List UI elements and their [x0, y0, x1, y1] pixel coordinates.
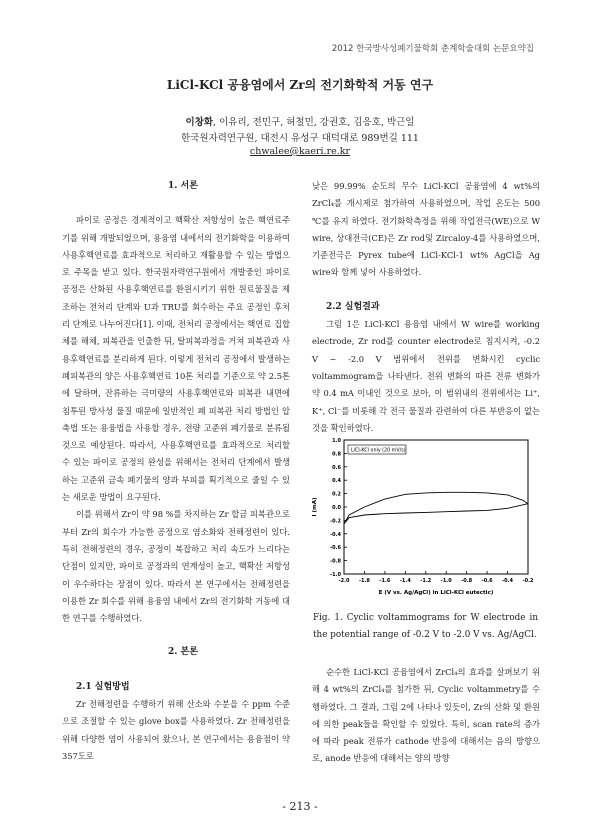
- y-tick-label: 0.8: [332, 451, 341, 458]
- x-tick-label: -2.0: [338, 578, 350, 584]
- paper-title: LiCl-KCl 공융염에서 Zr의 전기화학적 거동 연구: [166, 78, 434, 92]
- x-tick-label: -1.4: [399, 578, 411, 584]
- result-paragraph-2: 순수한 LiCl-KCl 공융염에서 ZrCl₄의 효과를 살펴보기 위해 4 wt%의 ZrCl₄를 첨가한 뒤, Cyclic voltammetry를 수행하였다. 그 결과, 그림 2에 나타나 있듯이, Zr의 산화 및 환원에 의한 peak들을 확인할 수 있었다. 특히, scan rate의 증가에 따라 peak 전류가 cathode 반응에 대해서는 음의 방향으로, anode 반응에 대해서는 양의 방향: [312, 667, 540, 764]
- x-tick-label: -0.6: [481, 578, 493, 584]
- y-tick-label: 0.4: [332, 478, 341, 485]
- y-axis-label: I (mA): [312, 497, 318, 517]
- y-tick-label: 0.6: [332, 464, 341, 471]
- x-tick-label: -0.2: [522, 578, 534, 584]
- subsection-2-1-heading: 2.1 실험방법: [76, 681, 130, 692]
- running-head: 2012 한국방사성폐기물학회 춘계학술대회 논문요약집: [331, 44, 534, 54]
- right-column: [312, 178, 540, 437]
- left-column: [62, 178, 290, 765]
- right-column-bottom: [312, 664, 540, 768]
- email-link[interactable]: chwalee@kaeri.re.kr: [249, 146, 351, 157]
- cv-series-line: [344, 492, 528, 524]
- method-paragraph-cont: 낮은 99.99% 순도의 무수 LiCl-KCl 공융염에 4 wt%의 ZrCl₄를 개시제로 첨가하여 사용하였으며, 작업 온도는 500 ℃를 유지 하였다. 전기화학측정을 위해 작업전극(WE)으로 W wire, 상대전극(CE)은 Zr rod및 Zircaloy-4를 사용하였으며, 기준전극은 Pyrex tube에 LiCl-KCl-1 wt% AgCl을 Ag wire와 함께 넣어 사용하였다.: [312, 181, 540, 278]
- plot-frame: [344, 440, 528, 574]
- result-paragraph-1: 그림 1은 LiCl-KCl 용융염 내에서 W wire를 working electrode, Zr rod를 counter electrode로 침지시켜, -0.2 V ~ -2.0 V 범위에서 전위를 변화시킨 cyclic voltammogram을 나타낸다. 전위 변화의 따른 전류 변화가 약 0.4 mA 이내인 것으로 보아, 이 범위내의 전위에서는 Li⁺, K⁺, Cl⁻를 비롯해 각 전극 물질과 관련하여 다른 부반응이 없는 것을 확인하였다.: [312, 319, 540, 433]
- method-paragraph: Zr 전해정련을 수행하기 위해 산소와 수분을 수 ppm 수준으로 조절할 수 있는 glove box를 사용하였다. Zr 전해정련을 위해 다양한 염이 사용되어 왔으나, 본 연구에서는 용융점이 약 357도로: [62, 699, 290, 761]
- x-tick-label: -0.8: [461, 578, 473, 584]
- y-tick-label: -0.4: [330, 531, 341, 538]
- intro-paragraph-2: 이를 위해서 Zr이 약 98 %를 차지하는 Zr 합금 피복관으로부터 Zr의 회수가 가능한 공정으로 염소화와 전해정련이 있다. 특히 전해정련의 경우, 공정이 복잡하고 처리 속도가 느리다는 단점이 있지만, 파이로 공정과의 연계성이 높고, 핵확산 저항성이 우수하다는 장점이 있다. 따라서 본 연구에서는 전해정련을 이용한 Zr 회수를 위해 용융염 내에서 Zr의 전기화학 거동에 대한 연구를 수행하였다.: [62, 509, 290, 624]
- intro-paragraph-1: 파이로 공정은 경제적이고 핵확산 저항성이 높은 핵연료주기를 위해 개발되었으며, 용융염 내에서의 전기화학을 이용하여 사용후핵연료를 효과적으로 처리하고 재활용할 수 있는 방법으로 주목을 받고 있다. 한국원자력연구원에서 개발중인 파이로 공정은 산화된 사용후핵연료를 환원시키기 위한 원료물질을 제조하는 전처리 단계와 U과 TRU를 회수하는 주요 공정인 후처리 단계로 나누어진다[1]. 이때, 전처리 공정에서는 핵연료 집합체를 해체, 피복관을 인출한 뒤, 탈피복과정을 거쳐 피복관과 사용후핵연료를 분리하게 된다. 이렇게 전처리 공정에서 발생하는 폐피복관의 양은 사용후핵연료 10톤 처리를 기준으로 약 2.5톤에 달하며, 잔류하는 극미량의 사용후핵연료와 피복관 내면에 침투된 방사성 물질 때문에 일반적인 폐 피복관 처리 방법인 압축법 또는 용융법을 사용할 경우, 전량 고준위 폐기물로 분류될 것으로 예상된다. 따라서, 사용후핵연료를 효과적으로 처리할 수 있는 파이로 공정의 완성을 위해서는 전처리 단계에서 발생하는 고준위 금속 폐기물의 양과 부피를 획기적으로 줄일 수 있는 새로운 방법이 요구된다.: [62, 215, 290, 503]
- figure-1-caption: Fig. 1. Cyclic voltammograms for W electrode in the potential range of -0.2 V to -2.0 V vs. Ag/AgCl.: [313, 613, 538, 640]
- subsection-2-2-heading: 2.2 실험결과: [326, 301, 380, 312]
- lead-author: 이창화: [185, 117, 214, 128]
- cyclic-voltammogram-chart: [306, 432, 538, 600]
- affiliation: 한국원자력연구원, 대전시 유성구 대덕대로 989번길 111: [181, 133, 419, 144]
- y-tick-label: -0.8: [330, 558, 341, 565]
- author-list: [0, 114, 600, 128]
- y-tick-label: -1.0: [330, 572, 341, 578]
- y-tick-label: 0.2: [332, 491, 341, 498]
- y-tick-label: 1.0: [332, 438, 341, 444]
- co-authors: , 이유리, 전민구, 허철민, 강권호, 김응호, 박근일: [213, 117, 415, 128]
- x-tick-label: -0.4: [502, 578, 514, 584]
- x-tick-label: -1.0: [440, 578, 452, 584]
- x-tick-label: -1.8: [358, 578, 370, 584]
- y-tick-label: -0.2: [330, 518, 341, 525]
- x-axis-label: E (V vs. Ag/AgCl) in LiCl-KCl eutectic): [378, 590, 494, 596]
- section-1-heading: 1. 서론: [168, 181, 198, 191]
- y-tick-label: -0.6: [330, 545, 341, 552]
- x-tick-label: -1.6: [379, 578, 391, 584]
- x-tick-label: -1.2: [420, 578, 432, 584]
- section-2-heading: 2. 본론: [168, 647, 198, 658]
- legend-entry: LiCl-KCl only (20 mV/s): [351, 448, 406, 454]
- page-number: - 213 -: [282, 800, 318, 813]
- y-tick-label: 0.0: [332, 505, 341, 511]
